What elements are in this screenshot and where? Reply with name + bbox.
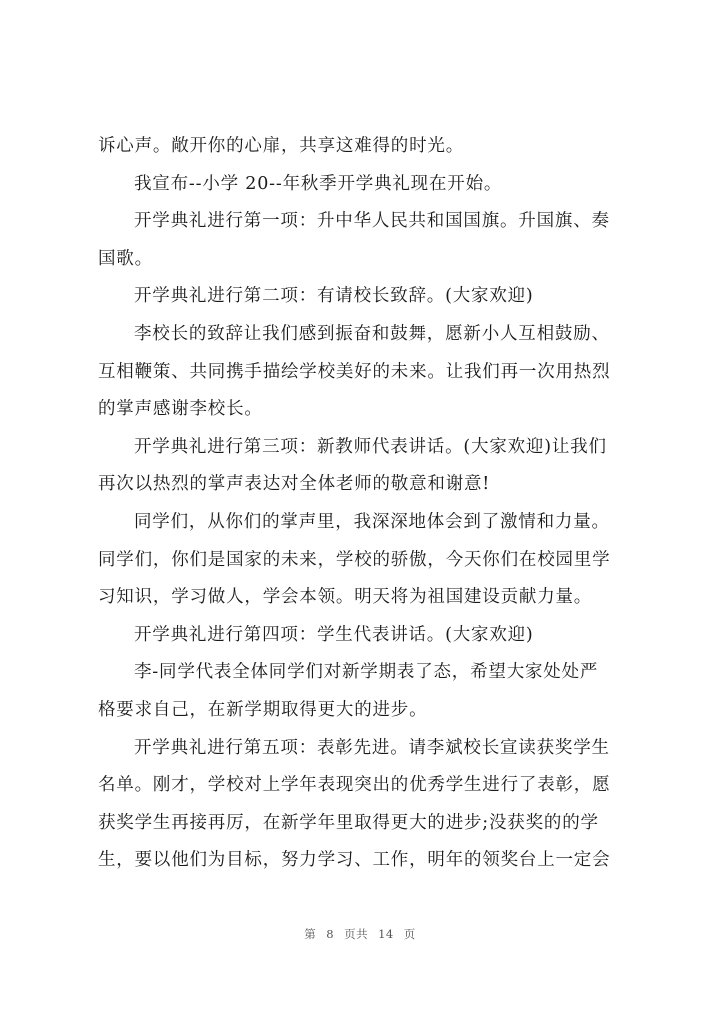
text-line: 格要求自己，在新学期取得更大的进步。 — [98, 699, 428, 720]
text-line: 开学典礼进行第一项：升中华人民共和国国旗。升国旗、奏 — [134, 211, 610, 232]
text-line: 生，要以他们为目标，努力学习、工作，明年的领奖台上一定会 — [98, 850, 611, 871]
text-line: 开学典礼进行第二项：有请校长致辞。(大家欢迎) — [134, 286, 534, 307]
footer-suffix: 页 — [403, 927, 416, 941]
text-line: 我宣布--小学 20--年秋季开学典礼现在开始。 — [134, 173, 503, 194]
text-line: 习知识，学习做人，学会本领。明天将为祖国建设贡献力量。 — [98, 587, 593, 608]
document-body — [98, 128, 638, 880]
footer-middle: 页共 — [344, 927, 369, 941]
text-line: 同学们，你们是国家的未来，学校的骄傲，今天你们在校园里学 — [98, 549, 611, 570]
text-line: 再次以热烈的掌声表达对全体老师的敬意和谢意! — [98, 474, 491, 495]
text-line: 获奖学生再接再厉，在新学年里取得更大的进步;没获奖的的学 — [98, 812, 599, 833]
text-line: 开学典礼进行第三项：新教师代表讲话。(大家欢迎)让我们 — [134, 436, 607, 457]
page-footer — [0, 926, 720, 942]
footer-prefix: 第 — [304, 927, 317, 941]
text-line: 名单。刚才，学校对上学年表现突出的优秀学生进行了表彰，愿 — [98, 775, 611, 796]
text-line: 开学典礼进行第四项：学生代表讲话。(大家欢迎) — [134, 624, 534, 645]
footer-total-pages: 14 — [378, 927, 394, 941]
text-line: 李-同学代表全体同学们对新学期表了态，希望大家处处严 — [134, 662, 599, 683]
text-line: 开学典礼进行第五项：表彰先进。请李斌校长宣读获奖学生 — [134, 737, 610, 758]
text-line: 国歌。 — [98, 248, 153, 269]
footer-page-number: 8 — [326, 927, 335, 941]
text-line: 同学们，从你们的掌声里，我深深地体会到了激情和力量。 — [134, 511, 610, 532]
text-line: 李校长的致辞让我们感到振奋和鼓舞，愿新小人互相鼓励、 — [134, 323, 610, 344]
text-line: 的掌声感谢李校长。 — [98, 399, 263, 420]
text-line: 互相鞭策、共同携手描绘学校美好的未来。让我们再一次用热烈 — [98, 361, 611, 382]
text-line: 诉心声。敞开你的心扉，共享这难得的时光。 — [98, 136, 464, 156]
